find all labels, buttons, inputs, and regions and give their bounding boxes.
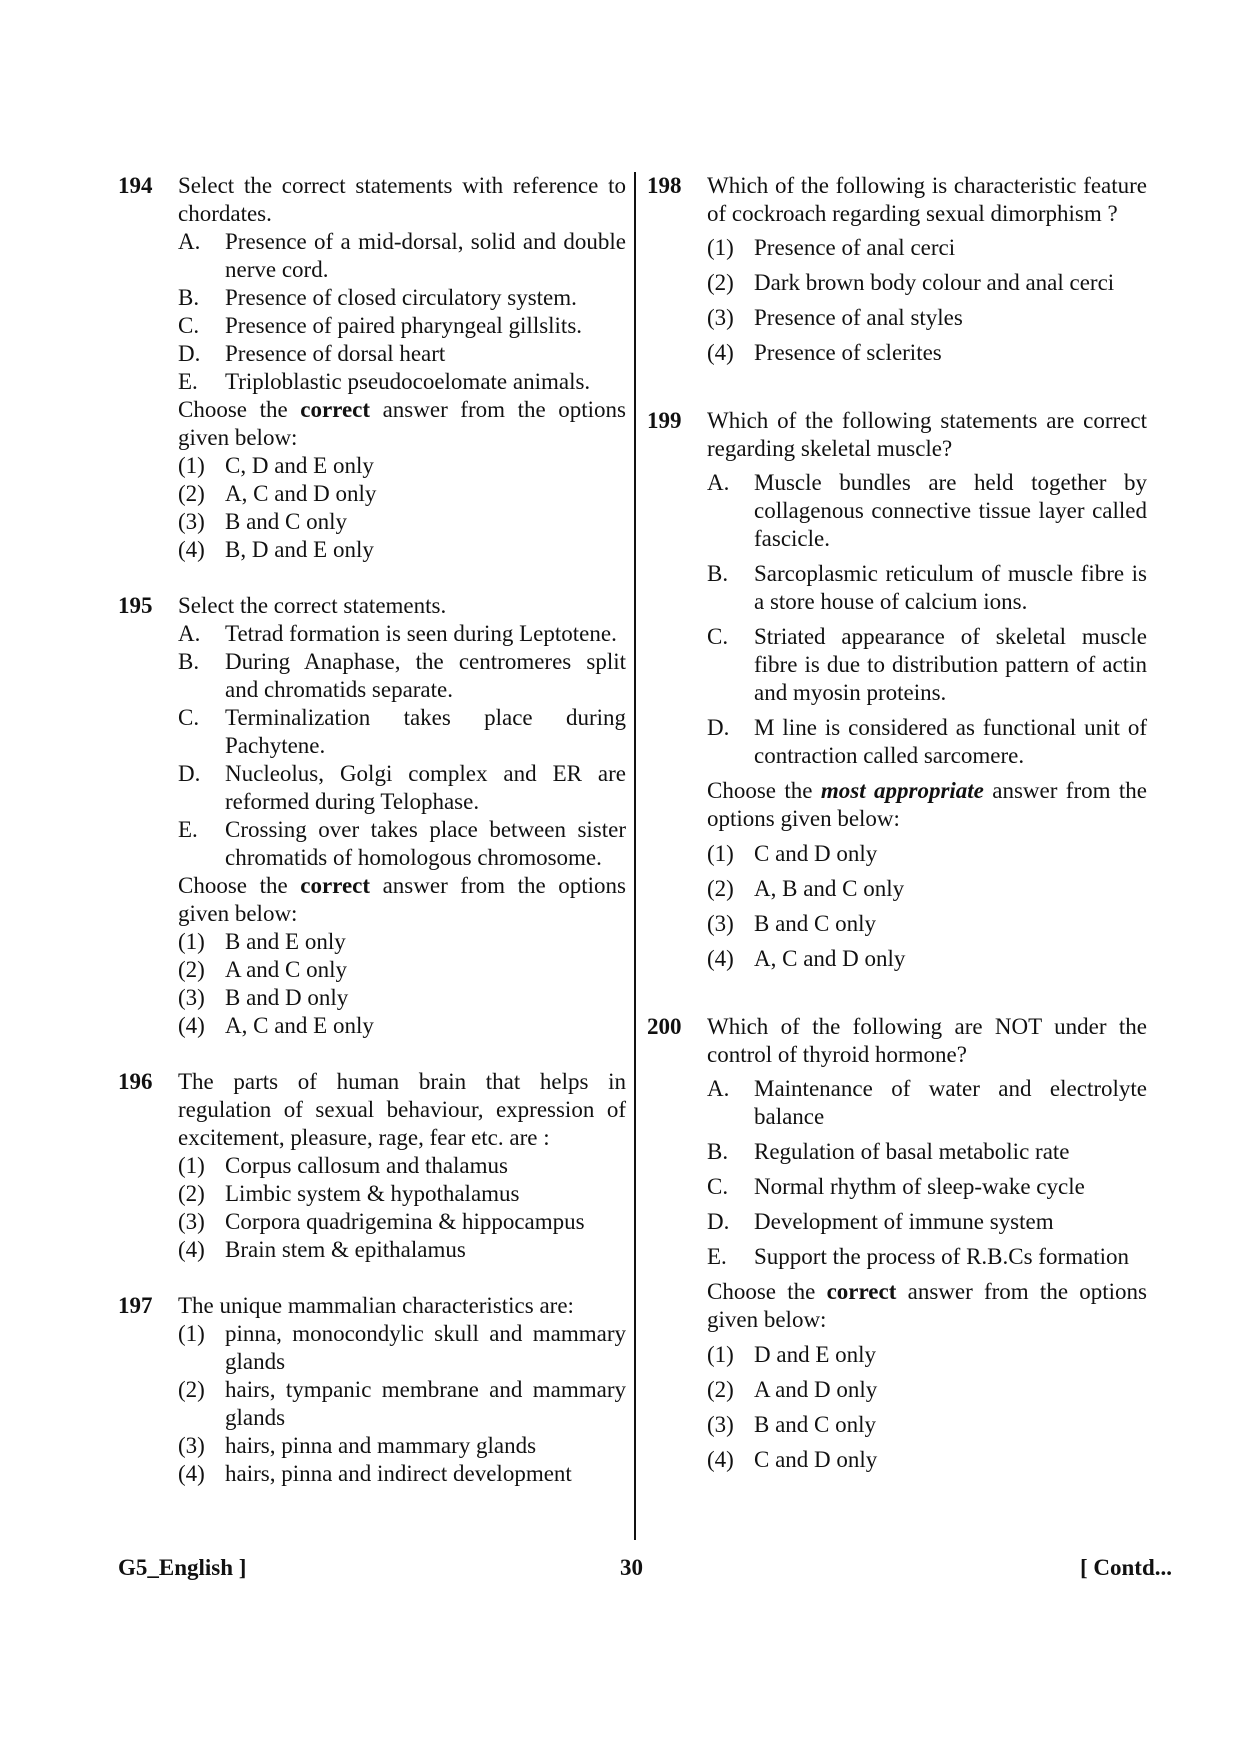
statement: D. Presence of dorsal heart xyxy=(178,341,446,366)
answer-option[interactable]: (2) A and D only xyxy=(707,1377,878,1402)
question-stem: Select the correct statements. xyxy=(178,593,447,618)
question-stem: Select the correct statements with reference to chordates. xyxy=(178,173,626,226)
answer-option[interactable]: (3) Corpora quadrigemina & hippocampus xyxy=(178,1209,585,1234)
instruction-text: Choose the correct answer from the options given below: xyxy=(707,1279,1147,1332)
statement: B. During Anaphase, the centromeres split and chromatids separate. xyxy=(178,649,626,702)
statement: E. Support the process of R.B.Cs formation xyxy=(707,1244,1129,1269)
answer-option[interactable]: (4) Brain stem & epithalamus xyxy=(178,1237,466,1262)
answer-option[interactable]: (2) Dark brown body colour and anal cerci xyxy=(707,270,1115,295)
answer-option[interactable]: (3) B and C only xyxy=(178,509,348,534)
answer-option[interactable]: (4) B, D and E only xyxy=(178,537,374,562)
footer-continued: [ Contd... xyxy=(1080,1555,1173,1580)
statement: C. Terminalization takes place during Pachytene. xyxy=(178,705,626,758)
answer-option[interactable]: (1) C and D only xyxy=(707,841,878,866)
answer-option[interactable]: (4) A, C and E only xyxy=(178,1013,374,1038)
answer-option[interactable]: (4) hairs, pinna and indirect development xyxy=(178,1461,572,1486)
question-200 xyxy=(647,1013,1147,1474)
statement: C. Normal rhythm of sleep-wake cycle xyxy=(707,1174,1085,1199)
statement: E. Triploblastic pseudocoelomate animals. xyxy=(178,369,591,394)
question-stem: Which of the following is characteristic feature of cockroach regarding sexual dimorphism ? xyxy=(707,173,1147,226)
statement: A. Tetrad formation is seen during Leptotene. xyxy=(178,621,617,646)
statement: C. Presence of paired pharyngeal gillslits. xyxy=(178,313,583,338)
answer-option[interactable]: (4) Presence of sclerites xyxy=(707,340,942,365)
answer-option[interactable]: (1) Presence of anal cerci xyxy=(707,235,956,260)
statement: A. Presence of a mid-dorsal, solid and double nerve cord. xyxy=(178,229,626,282)
question-194 xyxy=(118,172,626,564)
question-number: 195 xyxy=(118,593,153,618)
answer-option[interactable]: (3) B and D only xyxy=(178,985,349,1010)
instruction-text: Choose the correct answer from the options given below: xyxy=(178,397,626,450)
footer-page-number: 30 xyxy=(620,1555,643,1580)
answer-option[interactable]: (4) C and D only xyxy=(707,1447,878,1472)
question-stem: Which of the following statements are correct regarding skeletal muscle? xyxy=(707,408,1147,461)
answer-option[interactable]: (3) hairs, pinna and mammary glands xyxy=(178,1433,537,1458)
statement: B. Regulation of basal metabolic rate xyxy=(707,1139,1070,1164)
footer-booklet-code: G5_English ] xyxy=(118,1555,247,1580)
statement: D. Nucleolus, Golgi complex and ER are reformed during Telophase. xyxy=(178,761,626,814)
answer-option[interactable]: (3) B and C only xyxy=(707,911,877,936)
statement: D. M line is considered as functional unit of contraction called sarcomere. xyxy=(707,715,1147,768)
answer-option[interactable]: (1) B and E only xyxy=(178,929,346,954)
question-number: 194 xyxy=(118,173,153,198)
answer-option[interactable]: (2) A, B and C only xyxy=(707,876,905,901)
question-197 xyxy=(118,1292,626,1488)
statement: D. Development of immune system xyxy=(707,1209,1054,1234)
instruction-text: Choose the correct answer from the options given below: xyxy=(178,873,626,926)
answer-option[interactable]: (2) A and C only xyxy=(178,957,348,982)
right-column xyxy=(647,172,1147,1514)
question-196 xyxy=(118,1068,626,1264)
answer-option[interactable]: (1) C, D and E only xyxy=(178,453,374,478)
question-stem: Which of the following are NOT under the control of thyroid hormone? xyxy=(707,1014,1147,1067)
question-stem: The unique mammalian characteristics are: xyxy=(178,1293,574,1318)
instruction-text: Choose the most appropriate answer from the options given below: xyxy=(707,778,1147,831)
question-number: 200 xyxy=(647,1014,682,1039)
answer-option[interactable]: (4) A, C and D only xyxy=(707,946,906,971)
question-199 xyxy=(647,407,1147,973)
answer-option[interactable]: (3) B and C only xyxy=(707,1412,877,1437)
question-number: 199 xyxy=(647,408,682,433)
question-number: 198 xyxy=(647,173,682,198)
answer-option[interactable]: (3) Presence of anal styles xyxy=(707,305,963,330)
question-stem: The parts of human brain that helps in regulation of sexual behaviour, expression of excitement, pleasure, rage, fear etc. are : xyxy=(178,1069,626,1150)
statement: B. Sarcoplasmic reticulum of muscle fibre is a store house of calcium ions. xyxy=(707,561,1147,614)
answer-option[interactable]: (1) Corpus callosum and thalamus xyxy=(178,1153,508,1178)
question-number: 197 xyxy=(118,1293,153,1318)
question-198 xyxy=(647,172,1147,367)
statement: C. Striated appearance of skeletal muscle fibre is due to distribution pattern of actin and myosin proteins. xyxy=(707,624,1147,705)
answer-option[interactable]: (1) pinna, monocondylic skull and mammary glands xyxy=(178,1321,626,1374)
statement: B. Presence of closed circulatory system. xyxy=(178,285,577,310)
statement: E. Crossing over takes place between sister chromatids of homologous chromosome. xyxy=(178,817,626,870)
question-195 xyxy=(118,592,626,1040)
left-column xyxy=(118,172,626,1516)
statement: A. Maintenance of water and electrolyte balance xyxy=(707,1076,1147,1129)
answer-option[interactable]: (2) A, C and D only xyxy=(178,481,377,506)
column-divider xyxy=(634,172,636,1540)
question-number: 196 xyxy=(118,1069,153,1094)
answer-option[interactable]: (1) D and E only xyxy=(707,1342,877,1367)
statement: A. Muscle bundles are held together by collagenous connective tissue layer called fascicle. xyxy=(707,470,1147,551)
answer-option[interactable]: (2) hairs, tympanic membrane and mammary glands xyxy=(178,1377,626,1430)
answer-option[interactable]: (2) Limbic system & hypothalamus xyxy=(178,1181,520,1206)
